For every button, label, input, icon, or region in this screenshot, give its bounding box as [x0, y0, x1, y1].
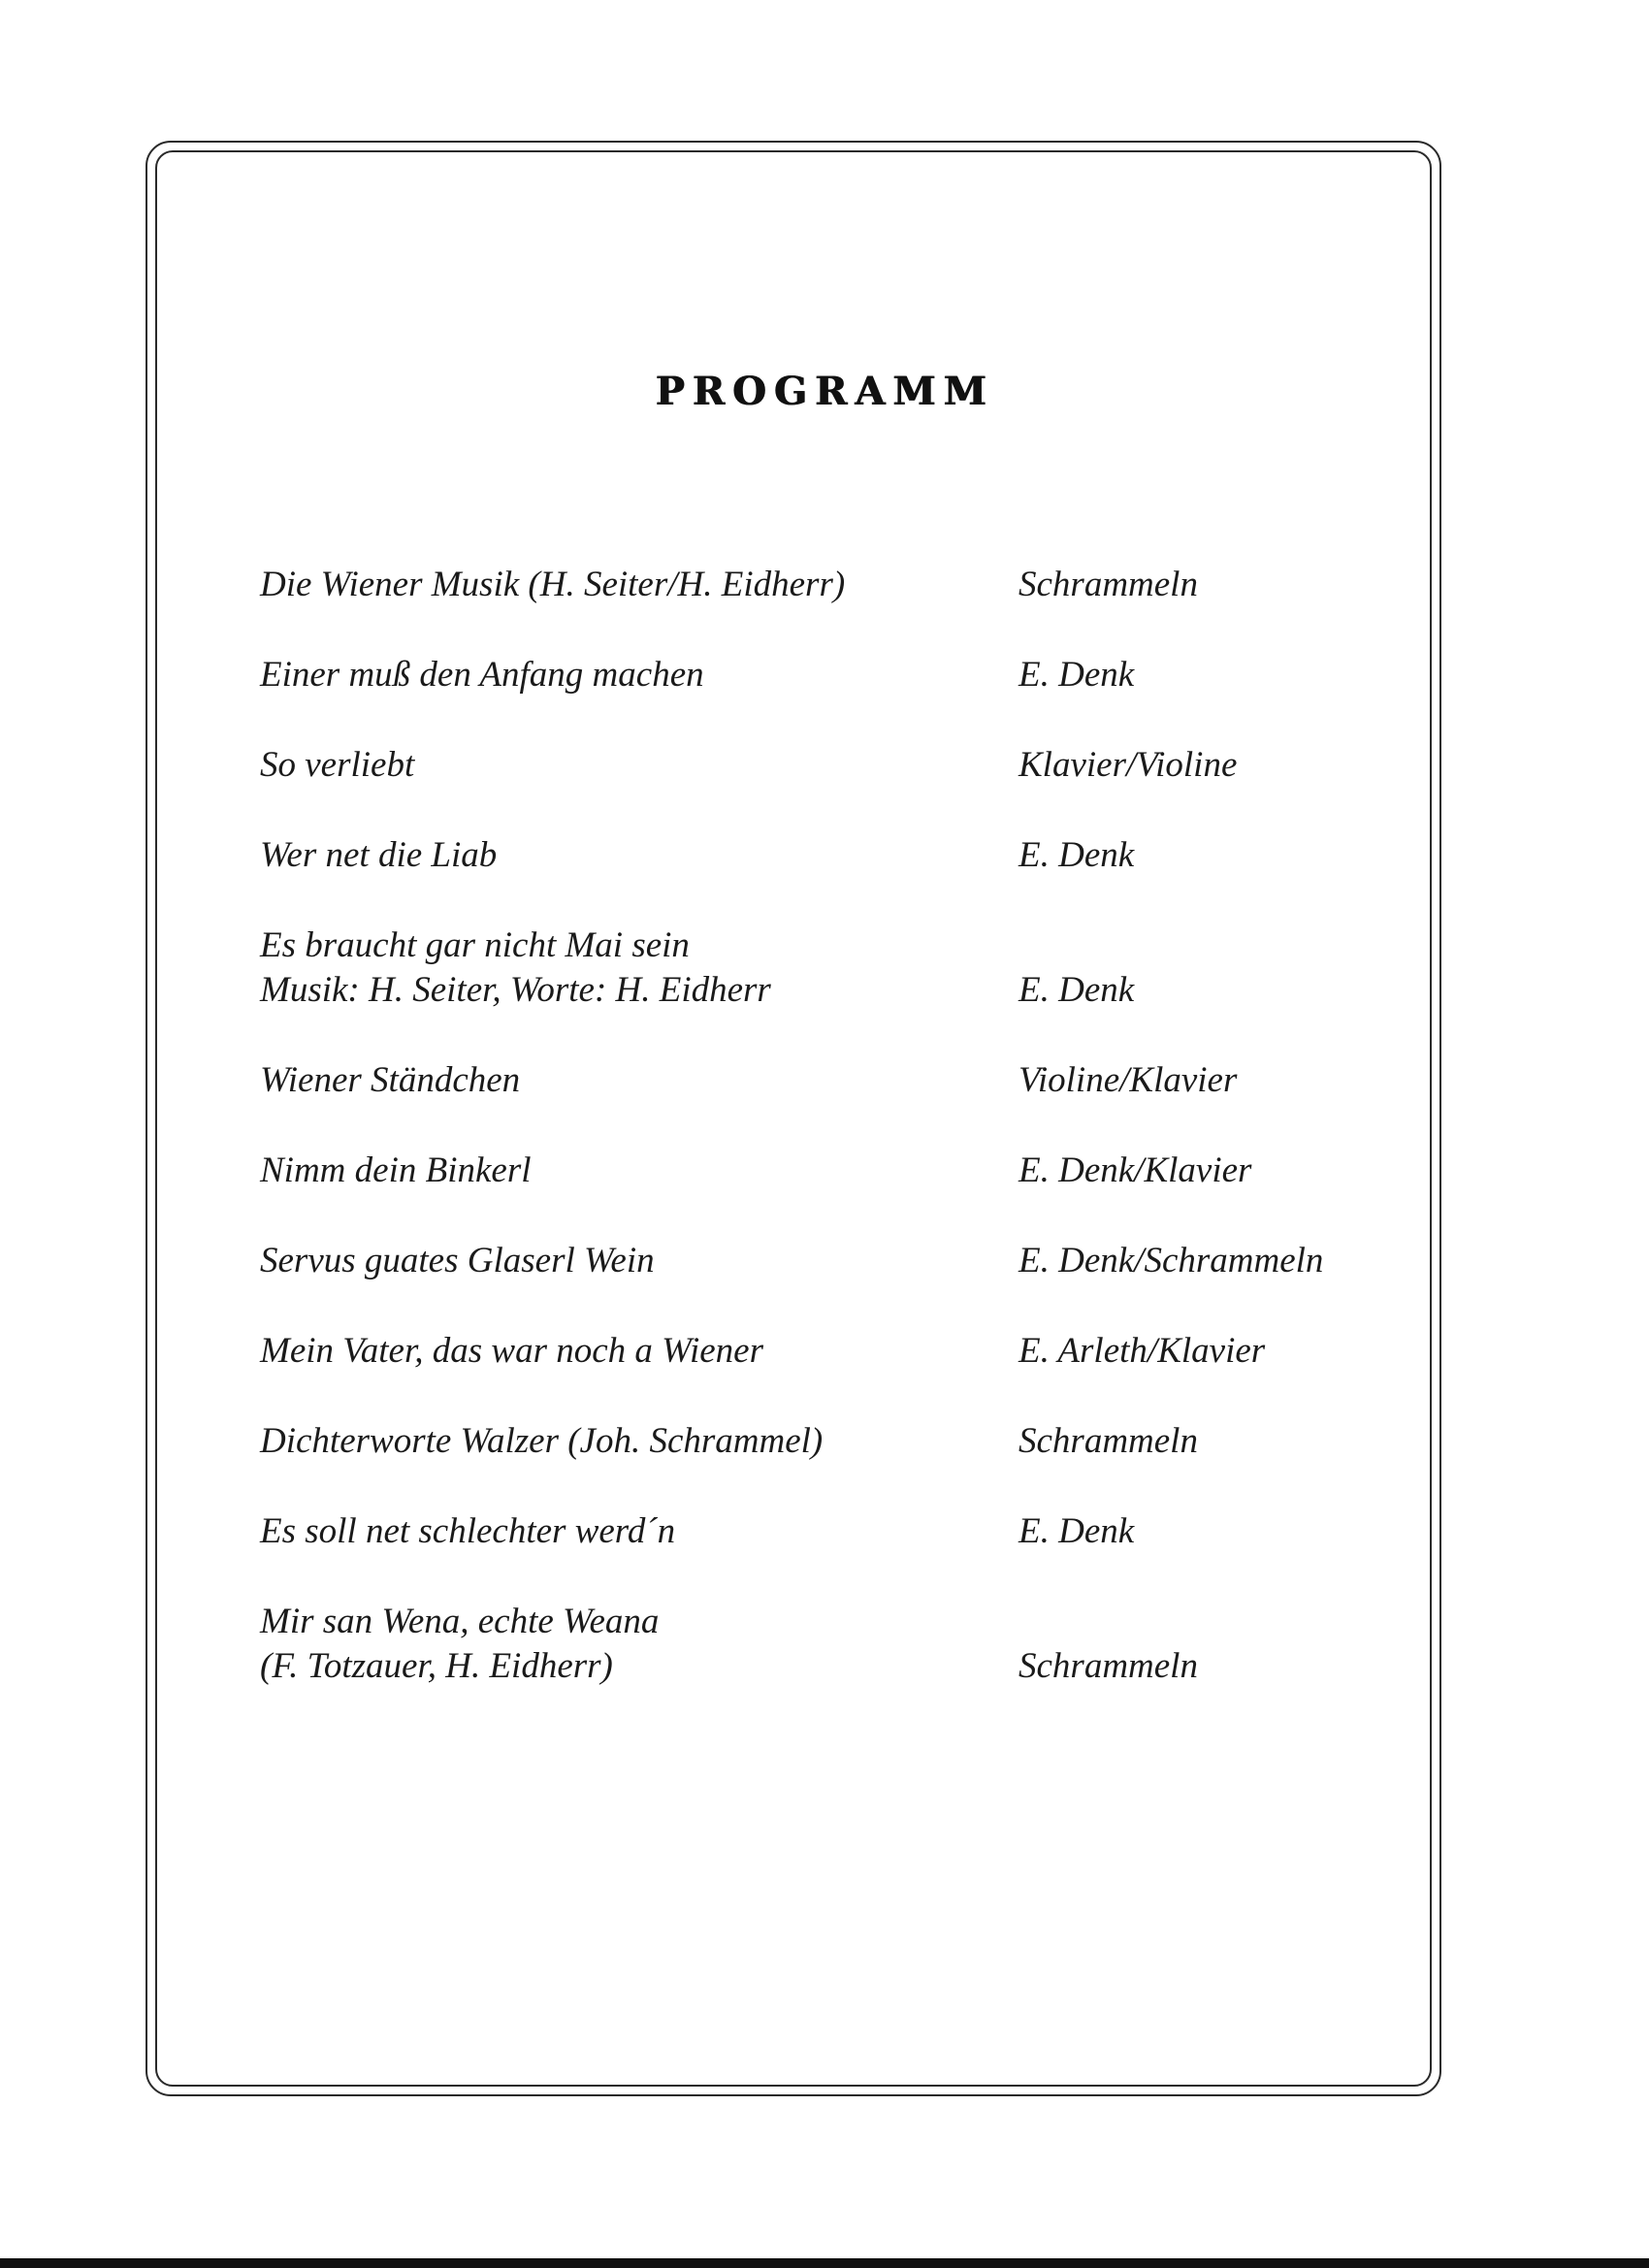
piece-title: Die Wiener Musik (H. Seiter/H. Eidherr) [260, 565, 846, 604]
piece-title: Servus guates Glaserl Wein [260, 1241, 655, 1280]
performer: E. Denk/Klavier [1018, 1150, 1252, 1190]
scan-bottom-edge [0, 2258, 1649, 2268]
performer: E. Denk [1018, 835, 1135, 875]
performer: Schrammeln [1018, 565, 1198, 604]
piece-title: Mir san Wena, echte Weana [260, 1602, 660, 1641]
piece-title: Es soll net schlechter werd´n [260, 1511, 676, 1551]
piece-credits: (F. Totzauer, H. Eidherr) [260, 1646, 613, 1686]
performer: Violine/Klavier [1018, 1060, 1238, 1100]
piece-title: Wiener Ständchen [260, 1060, 521, 1100]
performer: E. Denk [1018, 1511, 1135, 1551]
piece-title: Es braucht gar nicht Mai sein [260, 925, 690, 965]
piece-title: Mein Vater, das war noch a Wiener [260, 1331, 763, 1371]
performer: Klavier/Violine [1018, 745, 1238, 785]
piece-title: Einer muß den Anfang machen [260, 655, 704, 695]
piece-title: So verliebt [260, 745, 415, 785]
performer: E. Denk/Schrammeln [1018, 1241, 1324, 1280]
piece-title: Wer net die Liab [260, 835, 498, 875]
piece-credits: Musik: H. Seiter, Worte: H. Eidherr [260, 970, 771, 1010]
performer: Schrammeln [1018, 1646, 1198, 1686]
page-frame-inner [155, 150, 1432, 2087]
piece-title: Nimm dein Binkerl [260, 1150, 532, 1190]
performer: Schrammeln [1018, 1421, 1198, 1461]
performer: E. Arleth/Klavier [1018, 1331, 1266, 1371]
piece-title: Dichterworte Walzer (Joh. Schrammel) [260, 1421, 824, 1461]
performer: E. Denk [1018, 970, 1135, 1010]
performer: E. Denk [1018, 655, 1135, 695]
page-title: PROGRAMM [655, 369, 994, 414]
